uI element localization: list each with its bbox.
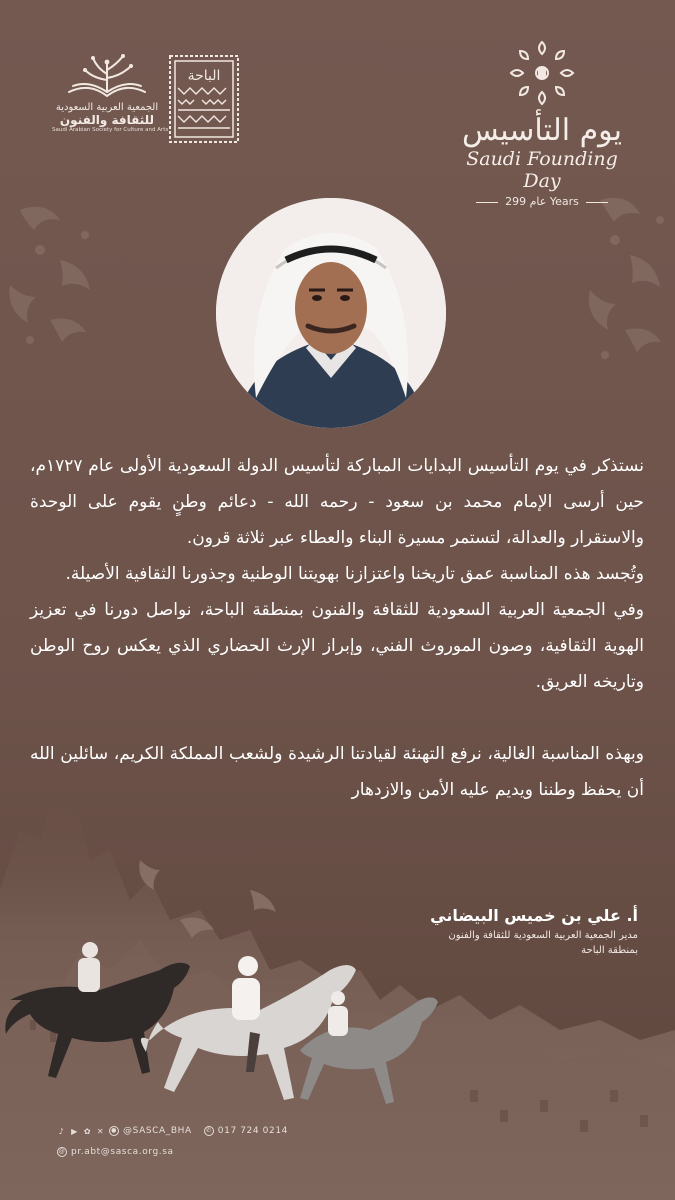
person-avatar-icon <box>216 198 446 428</box>
society-name-en: Saudi Arabian Society for Culture and Arts <box>52 127 169 133</box>
years-ar: عام <box>529 195 547 208</box>
email-row <box>57 1144 288 1160</box>
founding-day-title-ar: يوم التأسيس <box>461 113 623 148</box>
founding-day-emblem-icon <box>507 38 577 108</box>
al-baha-label: الباحة <box>187 68 221 84</box>
book-tree-emblem-icon <box>59 52 155 102</box>
signatory-title-line1: مدير الجمعية العربية السعودية للثقافة والفنون <box>448 930 638 941</box>
message-paragraph-4: وبهذه المناسبة الغالية، نرفع التهنئة لقيادتنا الرشيدة ولشعب المملكة الكريم، سائلين الله أن يحفظ وطننا ويديم عليه الأمن والازدهار <box>30 744 644 800</box>
phone-number[interactable]: 017 724 0214 <box>217 1126 288 1136</box>
paragraph-gap <box>30 700 644 736</box>
message-paragraph-2: وتُجسد هذه المناسبة عمق تاريخنا واعتزازنا بهويتنا الوطنية وجذورنا الثقافية الأصيلة. <box>65 564 644 584</box>
signatory-name: أ. علي بن خميس البيضاني <box>430 906 638 925</box>
society-name-ar-line1: الجمعية العربية السعودية <box>55 102 159 113</box>
years-en: 299 Years <box>505 195 579 208</box>
greeting-message <box>30 448 644 808</box>
youtube-icon[interactable]: ▶ <box>71 1126 78 1136</box>
x-icon[interactable]: ✕ <box>96 1126 105 1136</box>
society-logo <box>52 52 169 152</box>
founding-day-title-en: Saudi Founding Day <box>466 148 618 192</box>
director-portrait <box>216 198 446 428</box>
snapchat-icon[interactable]: ✿ <box>83 1126 92 1136</box>
message-paragraph-1: نستذكر في يوم التأسيس البدايات المباركة لتأسيس الدولة السعودية الأولى عام ١٧٢٧م، حين أرسى الإمام محمد بن سعود - رحمه الله - دعائم وطنٍ يقوم على الوحدة والاستقرار والعدالة، لتستمر مسيرة البناء والعطاء عبر ثلاثة قرون. <box>30 456 644 548</box>
social-row <box>57 1123 288 1139</box>
social-handle[interactable]: @SASCA_BHA <box>123 1126 192 1136</box>
decorative-motif-left <box>0 190 130 360</box>
years-rule-left <box>476 202 498 203</box>
signature-block <box>430 904 638 958</box>
horse-riders-illustration <box>0 920 450 1130</box>
phone-icon[interactable]: ✆ <box>204 1126 214 1136</box>
signatory-title-line2: بمنطقة الباحة <box>581 945 638 956</box>
founding-day-years <box>452 195 632 209</box>
contact-footer <box>57 1123 288 1163</box>
founding-day-logo <box>452 38 632 208</box>
tiktok-icon[interactable]: ♪ <box>58 1126 65 1136</box>
email-address[interactable]: pr.abt@sasca.org.sa <box>71 1147 174 1157</box>
society-name-ar-line2: للثقافة والفنون <box>59 113 155 127</box>
message-paragraph-3: وفي الجمعية العربية السعودية للثقافة والفنون بمنطقة الباحة، نواصل دورنا في تعزيز الهوية الثقافية، وصون الموروث الفني، وإبراز الإرث الحضاري الذي يعكس روح الوطن وتاريخه العريق. <box>30 600 644 692</box>
instagram-icon[interactable]: ● <box>109 1126 119 1136</box>
al-baha-logo <box>166 52 242 146</box>
email-icon[interactable]: @ <box>58 1148 66 1155</box>
years-rule-right <box>586 202 608 203</box>
